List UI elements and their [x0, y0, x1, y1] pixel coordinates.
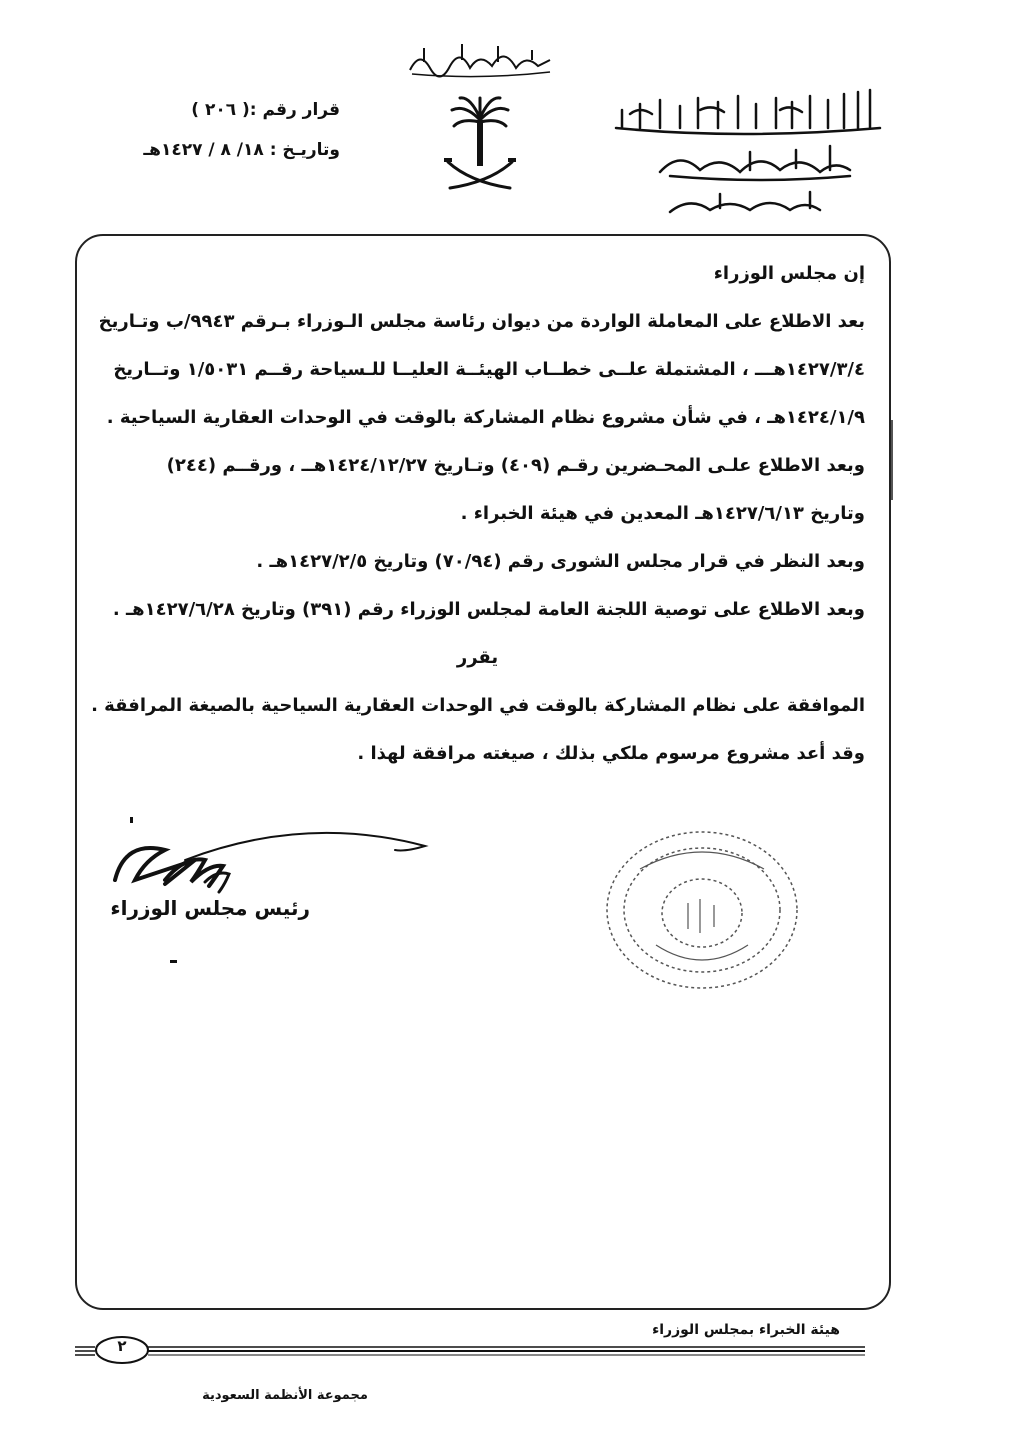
footer-rule — [75, 1335, 865, 1365]
body-line: وبعد الاطلاع على توصية اللجنة العامة لمجلس الوزراء رقم (٣٩١) وتاريخ ١٤٢٧/٦/٢٨هـ . — [112, 599, 865, 620]
body-line: ١٤٢٧/٣/٤هـــ ، المشتملة علــى خطــاب الهيئــة العليــا للـسياحة رقــم ١/٥٠٣١ وتــاريخ — [113, 359, 865, 380]
official-seal-stamp — [600, 825, 805, 995]
signer-title: رئيس مجلس الوزراء — [110, 896, 310, 920]
decision-body — [90, 250, 865, 778]
decision-date: وتاريـخ : ١٨/ ٨ / ١٤٢٧هـ — [143, 140, 340, 160]
body-line: وقد أعد مشروع مرسوم ملكي بذلك ، صيغته مرافقة لهذا . — [357, 743, 865, 764]
body-line: وبعد الاطلاع علـى المحـضرين رقـم (٤٠٩) وتـاريخ ١٤٢٤/١٢/٢٧هــ ، ورقــم (٢٤٤) — [166, 455, 865, 476]
footer-collection: مجموعة الأنظمة السعودية — [202, 1388, 368, 1403]
kingdom-council-calligraphy — [600, 80, 890, 220]
body-line: بعد الاطلاع على المعاملة الواردة من ديوان رئاسة مجلس الـوزراء بـرقم ٩٩٤٣/ب وتـاريخ — [98, 311, 865, 332]
decision-meta — [80, 90, 340, 170]
bismillah-calligraphy — [400, 40, 560, 80]
footer-publisher: هيئة الخبراء بمجلس الوزراء — [652, 1322, 840, 1338]
frame-edge-mark — [891, 420, 893, 500]
saudi-emblem-icon — [440, 92, 520, 197]
body-line: وتاريخ ١٤٢٧/٦/١٣هـ المعدين في هيئة الخبراء . — [460, 503, 865, 524]
decision-number: قرار رقم :( ٢٠٦ ) — [191, 100, 340, 120]
body-line: وبعد النظر في قرار مجلس الشورى رقم (٧٠/٩٤) وتاريخ ١٤٢٧/٢/٥هـ . — [256, 551, 865, 572]
body-line-opening: إن مجلس الوزراء — [713, 263, 865, 284]
body-line: الموافقة على نظام المشاركة بالوقت في الوحدات العقارية السياحية بالصيغة المرافقة . — [91, 695, 865, 716]
body-line: ١٤٢٤/١/٩هـ ، في شأن مشروع نظام المشاركة بالوقت في الوحدات العقارية السياحية . — [106, 407, 865, 428]
page-number: ٢ — [117, 1337, 127, 1355]
ink-dash — [170, 960, 177, 963]
resolution-heading: يقرر — [456, 647, 499, 668]
